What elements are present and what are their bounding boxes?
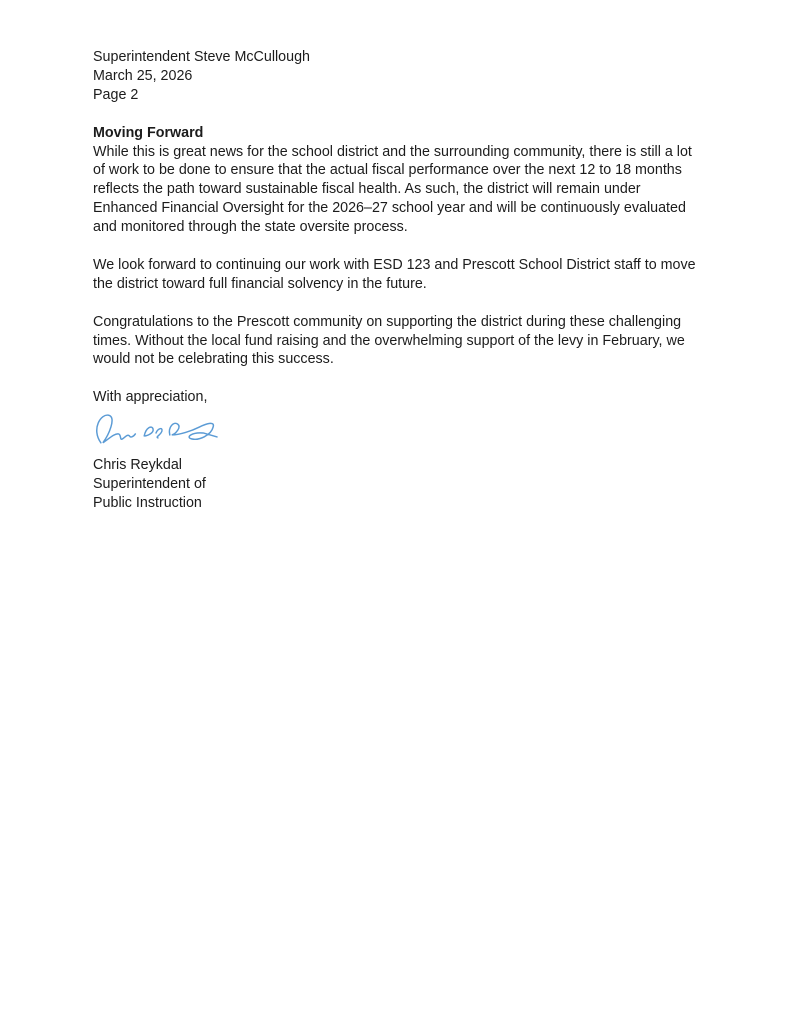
section-heading: Moving Forward [93,124,204,141]
signer-title-line-2: Public Instruction [93,494,202,511]
paragraph: We look forward to continuing our work with ESD 123 and Prescott School District staff to move the district toward full financial solvency in the future. [93,256,696,292]
signer-name: Chris Reykdal [93,457,182,474]
signer-title-line-1: Superintendent of [93,476,206,493]
header-recipient: Superintendent Steve McCullough [93,49,310,65]
header-page-number: Page 2 [93,86,139,103]
signature-stroke [144,427,162,438]
handwritten-signature [93,408,696,454]
signature-stroke [97,415,136,443]
letter-body [93,124,696,513]
signature-block [93,456,696,513]
paragraph: While this is great news for the school district and the surrounding community, there is still a lot of work to be done to ensure that the actual fiscal performance over the next 12 to 18 months reflects the path toward sustainable fiscal health. As such, the district will remain under Enhanced Financial Oversight for the 2026–27 school year and will be continuously evaluated and monitored through the state oversite process. [93,143,692,236]
letter-header [93,48,696,105]
signature-stroke [169,423,217,439]
signature-image [93,409,221,453]
header-date: March 25, 2026 [93,67,193,84]
paragraph: Congratulations to the Prescott community on supporting the district during these challenging times. Without the local fund raising and the overwhelming support of the levy in February, we would not be celebrating this success. [93,313,685,368]
closing-salutation: With appreciation, [93,389,208,406]
